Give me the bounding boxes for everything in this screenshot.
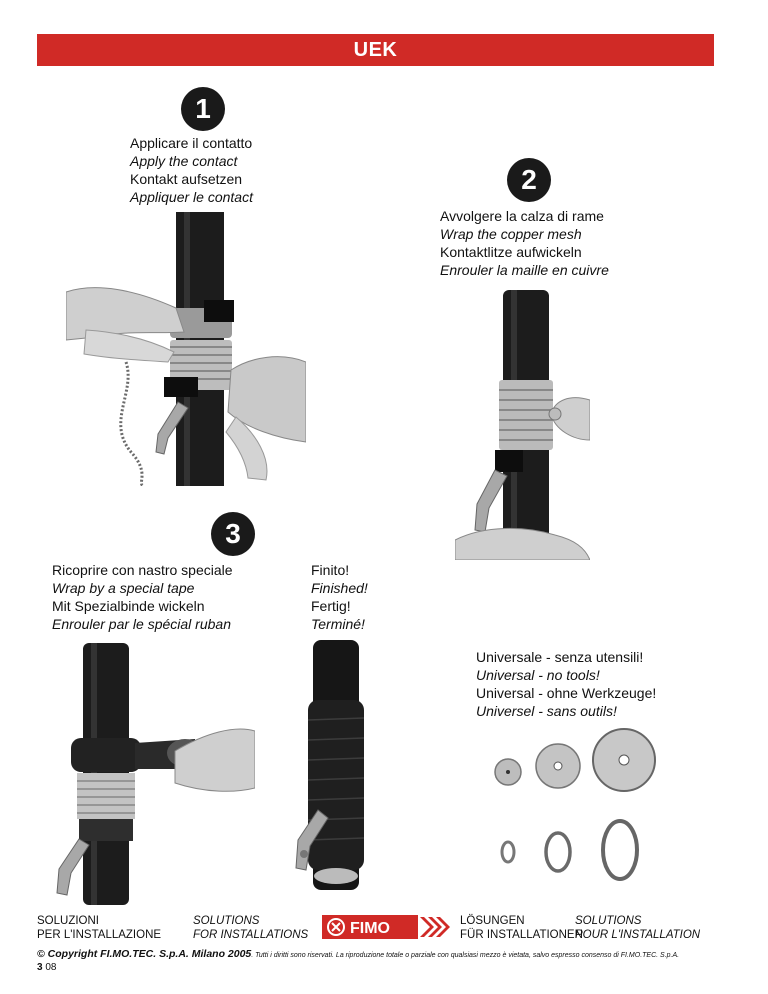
finished-line-fr: Terminé! <box>311 616 365 632</box>
step-1-photo <box>66 212 306 486</box>
universal-line-fr: Universel - sans outils! <box>476 703 617 719</box>
large-oring-icon <box>603 821 637 879</box>
step-2-line-de: Kontaktlitze aufwickeln <box>440 244 582 260</box>
step-1-line-fr: Appliquer le contact <box>130 189 253 205</box>
page-number <box>37 962 56 973</box>
step-2-line-it: Avvolgere la calza di rame <box>440 208 604 224</box>
finished-line-de: Fertig! <box>311 598 351 614</box>
step-1-line-en: Apply the contact <box>130 153 238 169</box>
footer-italian <box>37 914 161 942</box>
footer-english <box>193 914 308 942</box>
copyright-rights: . Tutti i diritti sono riservati. La riproduzione totale o parziale con qualsiasi mezzo è vietata, salvo espresso consenso di FI.MO.TEC. S.p.A. <box>251 952 680 959</box>
large-washer-icon <box>593 729 655 791</box>
universal-line-de: Universal - ohne Werkzeuge! <box>476 685 657 701</box>
page-section: 3 <box>37 962 43 973</box>
fimo-logo <box>322 915 450 939</box>
step-3-line-it: Ricoprire con nastro speciale <box>52 562 233 578</box>
medium-oring-icon <box>546 833 570 871</box>
finished-line-it: Finito! <box>311 562 350 578</box>
step-3-text <box>52 561 233 633</box>
fimo-logo-text: FIMO <box>350 920 390 937</box>
page-number-value: 08 <box>45 962 57 973</box>
universal-seals <box>488 722 668 892</box>
footer-de-line1: LÖSUNGEN <box>460 915 525 927</box>
footer-fr-line2: POUR L'INSTALLATION <box>575 929 701 941</box>
small-washer-icon <box>495 759 521 785</box>
step-1-line-it: Applicare il contatto <box>130 135 253 151</box>
step-3-photo <box>45 643 255 905</box>
title-banner: UEK <box>37 34 714 66</box>
finished-line-en: Finished! <box>311 580 368 596</box>
step-2-photo <box>455 290 590 560</box>
step-2-text <box>440 207 609 279</box>
footer-en-line2: FOR INSTALLATIONS <box>193 929 309 941</box>
footer-en-line1: SOLUTIONS <box>193 915 260 927</box>
step-3-line-fr: Enrouler par le spécial ruban <box>52 616 231 632</box>
finished-text <box>311 561 368 633</box>
universal-text <box>476 648 656 720</box>
footer-french <box>575 914 700 942</box>
copyright-owner: © Copyright FI.MO.TEC. S.p.A. Milano 2005 <box>37 948 252 960</box>
step-2-line-en: Wrap the copper mesh <box>440 226 582 242</box>
footer-fr-line1: SOLUTIONS <box>575 915 642 927</box>
universal-line-en: Universal - no tools! <box>476 667 600 683</box>
copyright-line <box>37 948 679 960</box>
footer-german <box>460 914 583 942</box>
medium-washer-icon <box>536 744 580 788</box>
step-3-line-en: Wrap by a special tape <box>52 580 195 596</box>
step-2-line-fr: Enrouler la maille en cuivre <box>440 262 609 278</box>
footer-it-line2: PER L'INSTALLAZIONE <box>37 929 162 941</box>
step-1-text <box>130 134 253 206</box>
step-3-number: 3 <box>211 512 255 556</box>
finished-photo <box>288 640 378 890</box>
step-1-number: 1 <box>181 87 225 131</box>
footer-de-line2: FÜR INSTALLATIONEN <box>460 929 583 941</box>
footer-it-line1: SOLUZIONI <box>37 915 99 927</box>
small-oring-icon <box>502 842 514 862</box>
step-2-number: 2 <box>507 158 551 202</box>
step-3-line-de: Mit Spezialbinde wickeln <box>52 598 205 614</box>
step-1-line-de: Kontakt aufsetzen <box>130 171 243 187</box>
universal-line-it: Universale - senza utensili! <box>476 649 644 665</box>
